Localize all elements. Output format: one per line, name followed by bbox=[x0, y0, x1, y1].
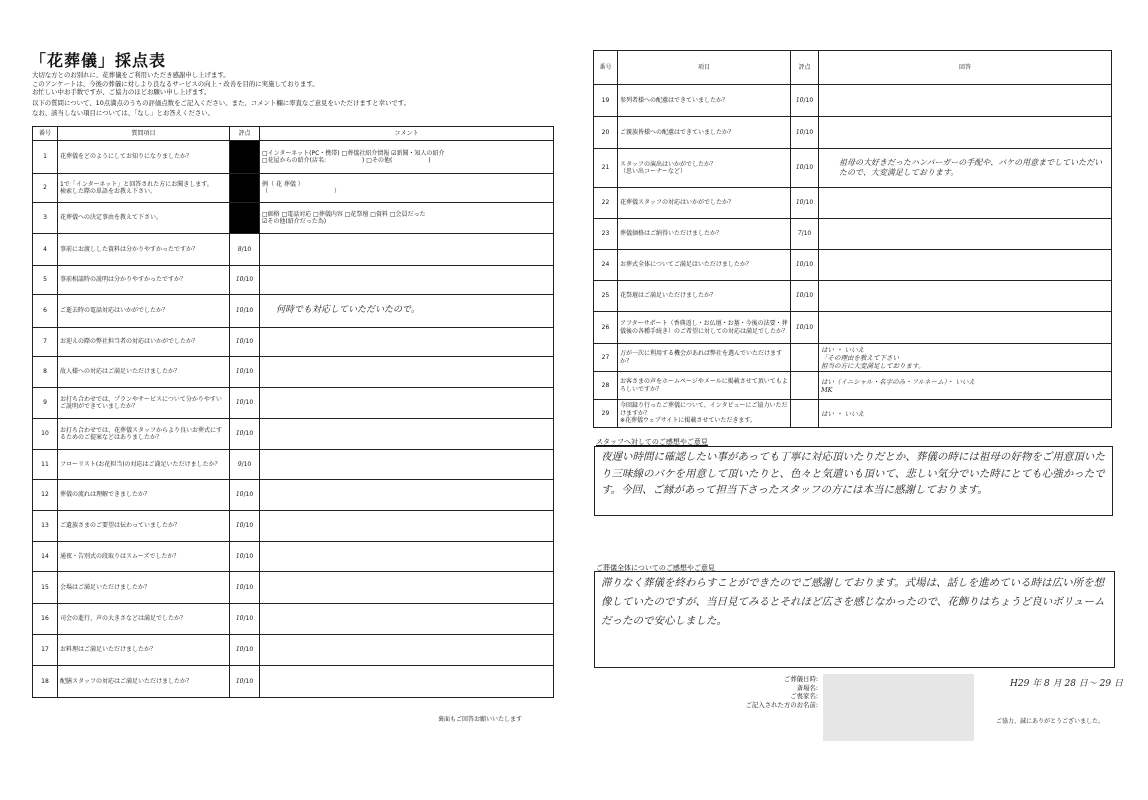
row-number: 11 bbox=[33, 450, 58, 480]
intro-line: 以下の質問について、10点満点のうちの評価点数をご記入ください。また、コメント欄に率直なご意見をいただけますと幸いです。 bbox=[32, 98, 411, 107]
score-denominator: /10 bbox=[243, 615, 254, 623]
score-denominator: /10 bbox=[243, 522, 254, 530]
ceremony-date-value: H29 年 8 月 28 日〜 29 日 bbox=[1010, 679, 1123, 689]
score-cell bbox=[230, 511, 260, 542]
score-cell bbox=[791, 188, 819, 219]
comment-cell bbox=[260, 388, 554, 419]
score-cell bbox=[791, 281, 819, 312]
answer-cell: はい ・ いいえ bbox=[819, 400, 1112, 428]
question-item: ご逝去時の電話対応はいかがでしたか？ bbox=[58, 295, 230, 328]
answer-cell bbox=[819, 219, 1112, 250]
score-denominator: /10 bbox=[803, 164, 814, 172]
score-value: 10 bbox=[235, 430, 244, 438]
row-number: 20 bbox=[594, 117, 618, 149]
intro-text bbox=[32, 71, 410, 118]
overall-comment-box bbox=[594, 571, 1115, 668]
row-number: 10 bbox=[33, 419, 58, 450]
score-value: 10 bbox=[235, 583, 244, 591]
comment-cell: □インターネット(PC・携帯) □葬儀社紹介情報 ☑新聞・知人の紹介 □花屋からの紹介(店名: ) □その他( ) bbox=[260, 141, 554, 174]
score-cell bbox=[791, 312, 819, 344]
score-denominator: /10 bbox=[803, 96, 814, 104]
table-row bbox=[594, 149, 1112, 188]
question-item: 配膳スタッフの対応はご満足いただけましたか？ bbox=[58, 666, 230, 698]
footer-labels bbox=[700, 675, 818, 709]
row-number: 16 bbox=[33, 604, 58, 635]
comment-cell bbox=[260, 450, 554, 480]
table-row bbox=[33, 266, 554, 295]
answer-cell: はい（イニシャル・名字のみ・フルネーム）・ いいえ MK bbox=[819, 372, 1112, 400]
score-value: 10 bbox=[795, 292, 804, 300]
writer-name-label: ご記入された方のお名前: bbox=[745, 700, 818, 709]
score-cell bbox=[230, 666, 260, 698]
table-row bbox=[594, 372, 1112, 400]
question-item: 今回録り行ったご葬儀について、インタビューにご協力いただけますか？ ※花葬儀ウェブサイトに掲載させていただきます。 bbox=[618, 400, 791, 428]
table-row bbox=[594, 250, 1112, 281]
comment-cell bbox=[260, 635, 554, 666]
question-item: お葬式全体についてご満足はいただけましたか？ bbox=[618, 250, 791, 281]
score-cell bbox=[791, 372, 819, 400]
row-number: 4 bbox=[33, 234, 58, 266]
score-value: 10 bbox=[235, 368, 244, 376]
redacted-info-block bbox=[823, 674, 974, 741]
row-number: 13 bbox=[33, 511, 58, 542]
score-cell bbox=[230, 328, 260, 357]
score-cell bbox=[791, 117, 819, 149]
row-number: 6 bbox=[33, 295, 58, 328]
staff-comment-box bbox=[594, 446, 1113, 516]
question-item: ご遺族さまのご要望は伝わっていましたか？ bbox=[58, 511, 230, 542]
score-value: 10 bbox=[235, 399, 244, 407]
question-item: 花祭壇はご満足いただけましたか？ bbox=[618, 281, 791, 312]
thanks-message: ご協力、誠にありがとうございました。 bbox=[996, 718, 1105, 725]
question-item: 故人様への対応はご満足いただけましたか？ bbox=[58, 357, 230, 388]
question-item: お料理はご満足いただけましたか？ bbox=[58, 635, 230, 666]
question-item: アフターサポート（香典返し・お仏壇・お墓・今後の法要・葬儀後の各種手続き）のご希望に対しての対応は満足でしたか？ bbox=[618, 312, 791, 344]
score-cell bbox=[791, 400, 819, 428]
ceremony-date-label: ご葬儀日時: bbox=[783, 675, 818, 683]
overall-comment-label: ご葬儀全体についてのご感想やご意見 bbox=[596, 564, 715, 572]
row-number: 15 bbox=[33, 572, 58, 604]
score-denominator: /10 bbox=[243, 491, 254, 499]
score-cell bbox=[791, 219, 819, 250]
question-item: 参列者様への配慮はできていましたか？ bbox=[618, 85, 791, 117]
table-row bbox=[33, 666, 554, 698]
score-cell bbox=[791, 250, 819, 281]
score-value: 7 bbox=[797, 230, 802, 238]
score-value: 10 bbox=[235, 615, 244, 623]
answer-cell bbox=[819, 85, 1112, 117]
score-cell bbox=[230, 174, 260, 203]
score-denominator: /10 bbox=[243, 646, 254, 654]
row-number: 2 bbox=[33, 174, 58, 203]
table-row bbox=[33, 234, 554, 266]
row-number: 9 bbox=[33, 388, 58, 419]
comment-cell bbox=[260, 542, 554, 572]
score-denominator: /10 bbox=[243, 368, 254, 376]
answer-cell bbox=[819, 188, 1112, 219]
score-cell bbox=[230, 203, 260, 234]
row-number: 7 bbox=[33, 328, 58, 357]
intro-line: なお、該当しない項目については、「なし」とお答えください。 bbox=[32, 109, 214, 118]
comment-cell bbox=[260, 357, 554, 388]
score-denominator: /10 bbox=[243, 399, 254, 407]
question-item: 事前相談時の説明は分かりやすかったですか？ bbox=[58, 266, 230, 295]
score-value: 10 bbox=[235, 338, 244, 346]
score-value: 10 bbox=[235, 646, 244, 654]
page-title: 「花葬儀」採点表 bbox=[30, 51, 167, 70]
row-number: 3 bbox=[33, 203, 58, 234]
table-row bbox=[594, 117, 1112, 149]
row-number: 14 bbox=[33, 542, 58, 572]
table-row bbox=[594, 400, 1112, 428]
table-row bbox=[33, 604, 554, 635]
answer-cell: はい ・ いいえ 「その理由を教えて下さい 担当の方に大変満足しております。 bbox=[819, 344, 1112, 372]
question-item: 通夜・告別式の段取りはスムーズでしたか？ bbox=[58, 542, 230, 572]
score-cell bbox=[230, 635, 260, 666]
comment-cell bbox=[260, 604, 554, 635]
score-value: 10 bbox=[795, 96, 804, 104]
score-cell bbox=[791, 344, 819, 372]
intro-line: このアンケートは、今後の葬儀に対しより良なるサービスの向上・改善を目的に実施しております。 bbox=[32, 79, 319, 88]
staff-comment-text: 夜遅い時間に確認したい事があっても丁寧に対応頂いたりだとか、葬儀の時には祖母の好物をご用意頂いたり三味線のバケを用意して頂いたりと、色々と気遣いも頂いて、悲しい気分でいた時にとても心強かったです。今回、ご縁があって担当下さったスタッフの方には本当に感謝しております。 bbox=[601, 451, 1105, 496]
question-item: 司会の進行、声の大きさなどは満足でしたか？ bbox=[58, 604, 230, 635]
question-item: 事前にお渡しした資料は分かりやすかったですか？ bbox=[58, 234, 230, 266]
score-value: 10 bbox=[235, 677, 244, 685]
score-cell bbox=[791, 149, 819, 188]
row-number: 28 bbox=[594, 372, 618, 400]
score-denominator: /10 bbox=[803, 292, 814, 300]
score-denominator: /10 bbox=[243, 276, 254, 284]
question-item: 葬儀価格はご納得いただけましたか？ bbox=[618, 219, 791, 250]
back-side-note: 裏面もご回答お願いいたします bbox=[438, 716, 523, 723]
table-row bbox=[33, 480, 554, 511]
table-row bbox=[33, 542, 554, 572]
comment-cell bbox=[260, 419, 554, 450]
column-header-num: 番号 bbox=[33, 127, 58, 141]
table-row bbox=[33, 357, 554, 388]
score-denominator: /10 bbox=[243, 583, 254, 591]
column-header-item: 質問項目 bbox=[58, 127, 230, 141]
row-number: 27 bbox=[594, 344, 618, 372]
question-item: 花葬儀をどのようにしてお知りになりましたか？ bbox=[58, 141, 230, 174]
score-value: 9 bbox=[237, 460, 242, 468]
column-header-comment: コメント bbox=[260, 127, 554, 141]
comment-cell bbox=[260, 234, 554, 266]
comment-cell bbox=[260, 328, 554, 357]
staff-comment-label: スタッフへ対してのご感想やご意見 bbox=[596, 438, 708, 446]
score-denominator: /10 bbox=[801, 230, 812, 238]
score-denominator: /10 bbox=[803, 261, 814, 269]
score-denominator: /10 bbox=[243, 307, 254, 315]
right-survey-table bbox=[593, 50, 1112, 428]
intro-line: お忙しい中お手数ですが、ご協力のほどお願い申し上げます。 bbox=[32, 88, 211, 97]
question-item: 1で「インターネット」と回答された方にお聞きします。 検索した際の単語をお教え下さい。 bbox=[58, 174, 230, 203]
score-cell bbox=[230, 604, 260, 635]
question-item: お打ち合わせでは、花葬儀スタッフからより良いお葬式にするためのご提案などはありましたか？ bbox=[58, 419, 230, 450]
row-number: 25 bbox=[594, 281, 618, 312]
score-value: 10 bbox=[235, 491, 244, 499]
table-row bbox=[33, 203, 554, 234]
score-value: 10 bbox=[235, 552, 244, 560]
score-value: 10 bbox=[795, 164, 804, 172]
score-denominator: /10 bbox=[803, 323, 814, 331]
score-cell bbox=[230, 419, 260, 450]
hall-name-label: 斎場名: bbox=[796, 683, 818, 692]
score-denominator: /10 bbox=[243, 552, 254, 560]
intro-line: 大切な方とのお別れに、花葬儀をご利用いただき感謝申し上げます。 bbox=[32, 71, 230, 79]
row-number: 19 bbox=[594, 85, 618, 117]
row-number: 22 bbox=[594, 188, 618, 219]
table-row bbox=[594, 219, 1112, 250]
score-denominator: /10 bbox=[243, 430, 254, 438]
table-row bbox=[594, 85, 1112, 117]
row-number: 18 bbox=[33, 666, 58, 698]
comment-cell: 例（ 花 葬儀 ） （ ） bbox=[260, 174, 554, 203]
row-number: 29 bbox=[594, 400, 618, 428]
column-header-answer: 回答 bbox=[819, 51, 1112, 85]
score-denominator: /10 bbox=[243, 677, 254, 685]
score-cell bbox=[230, 234, 260, 266]
column-header-num: 番号 bbox=[594, 51, 618, 85]
answer-cell bbox=[819, 281, 1112, 312]
question-item: お迎えの際の弊社担当者の対応はいかがでしたか？ bbox=[58, 328, 230, 357]
comment-cell bbox=[260, 480, 554, 511]
table-row bbox=[33, 511, 554, 542]
row-number: 26 bbox=[594, 312, 618, 344]
comment-cell: □価格 □電話対応 □葬儀内容 □花祭壇 □資料 □会員だった ☑その他(紹介だった為) bbox=[260, 203, 554, 234]
question-item: 花葬儀スタッフの対応はいかがでしたか？ bbox=[618, 188, 791, 219]
answer-cell bbox=[819, 312, 1112, 344]
family-name-label: ご喪家名: bbox=[790, 692, 818, 701]
question-item: お客さまの声をホームページやメールに掲載させて頂いてもよろしいですか？ bbox=[618, 372, 791, 400]
score-denominator: /10 bbox=[243, 338, 254, 346]
score-value: 10 bbox=[235, 522, 244, 530]
score-value: 10 bbox=[795, 199, 804, 207]
score-cell bbox=[230, 141, 260, 174]
score-cell bbox=[230, 295, 260, 328]
table-row bbox=[33, 328, 554, 357]
comment-cell bbox=[260, 266, 554, 295]
answer-cell: 祖母の大好きだったハンバーガーの手配や、バケの用意までしていただいたので、大変満足しております。 bbox=[819, 149, 1112, 188]
comment-cell bbox=[260, 666, 554, 698]
table-row bbox=[33, 450, 554, 480]
column-header-score: 評点 bbox=[230, 127, 260, 141]
score-denominator: /10 bbox=[803, 199, 814, 207]
table-row bbox=[594, 281, 1112, 312]
column-header-score: 評点 bbox=[791, 51, 819, 85]
score-value: 10 bbox=[235, 276, 244, 284]
question-item: 会場はご満足いただけましたか？ bbox=[58, 572, 230, 604]
row-number: 23 bbox=[594, 219, 618, 250]
table-row bbox=[33, 419, 554, 450]
score-cell bbox=[230, 542, 260, 572]
score-value: 10 bbox=[235, 307, 244, 315]
comment-cell bbox=[260, 511, 554, 542]
question-item: フローリスト(お花担当)の対応はご満足いただけましたか？ bbox=[58, 450, 230, 480]
score-value: 8 bbox=[237, 245, 242, 253]
question-item: ご親族皆様への配慮はできていましたか？ bbox=[618, 117, 791, 149]
column-header-item: 項目 bbox=[618, 51, 791, 85]
answer-cell bbox=[819, 117, 1112, 149]
table-row bbox=[33, 174, 554, 203]
score-denominator: /10 bbox=[241, 245, 252, 253]
table-row bbox=[33, 295, 554, 328]
table-row bbox=[33, 141, 554, 174]
row-number: 17 bbox=[33, 635, 58, 666]
table-row bbox=[33, 635, 554, 666]
score-value: 10 bbox=[795, 323, 804, 331]
score-cell bbox=[791, 85, 819, 117]
row-number: 21 bbox=[594, 149, 618, 188]
question-item: 万が一次に利用する機会があれば弊社を選んでいただけますか？ bbox=[618, 344, 791, 372]
left-survey-table bbox=[32, 126, 554, 698]
question-item: 葬儀の流れは理解できましたか？ bbox=[58, 480, 230, 511]
score-cell bbox=[230, 266, 260, 295]
row-number: 8 bbox=[33, 357, 58, 388]
score-denominator: /10 bbox=[241, 460, 252, 468]
score-cell bbox=[230, 357, 260, 388]
table-row bbox=[594, 312, 1112, 344]
answer-cell bbox=[819, 250, 1112, 281]
row-number: 12 bbox=[33, 480, 58, 511]
question-item: スタッフの演出はいかがでしたか？ （思い出コーナーなど） bbox=[618, 149, 791, 188]
score-denominator: /10 bbox=[803, 128, 814, 136]
comment-cell bbox=[260, 572, 554, 604]
row-number: 24 bbox=[594, 250, 618, 281]
score-value: 10 bbox=[795, 261, 804, 269]
table-row bbox=[594, 188, 1112, 219]
score-cell bbox=[230, 388, 260, 419]
table-row bbox=[33, 388, 554, 419]
row-number: 5 bbox=[33, 266, 58, 295]
row-number: 1 bbox=[33, 141, 58, 174]
question-item: 花葬儀への決定事由を教えて下さい。 bbox=[58, 203, 230, 234]
score-cell bbox=[230, 572, 260, 604]
score-cell bbox=[230, 480, 260, 511]
comment-cell: 何時でも対応していただいたので。 bbox=[260, 295, 554, 328]
table-row bbox=[594, 344, 1112, 372]
question-item: お打ち合わせでは、プランやサービスについて分かりやすい ご説明ができていましたか？ bbox=[58, 388, 230, 419]
overall-comment-text: 滞りなく葬儀を終わらすことができたのでご感謝しております。式場は、話しを進めている時は広い所を想像していたのですが、当日見てみるとそれほど広さを感じなかったので、花飾りはちょうど良いボリュームだったので安心しました。 bbox=[601, 577, 1105, 627]
score-value: 10 bbox=[795, 128, 804, 136]
score-cell bbox=[230, 450, 260, 480]
table-row bbox=[33, 572, 554, 604]
